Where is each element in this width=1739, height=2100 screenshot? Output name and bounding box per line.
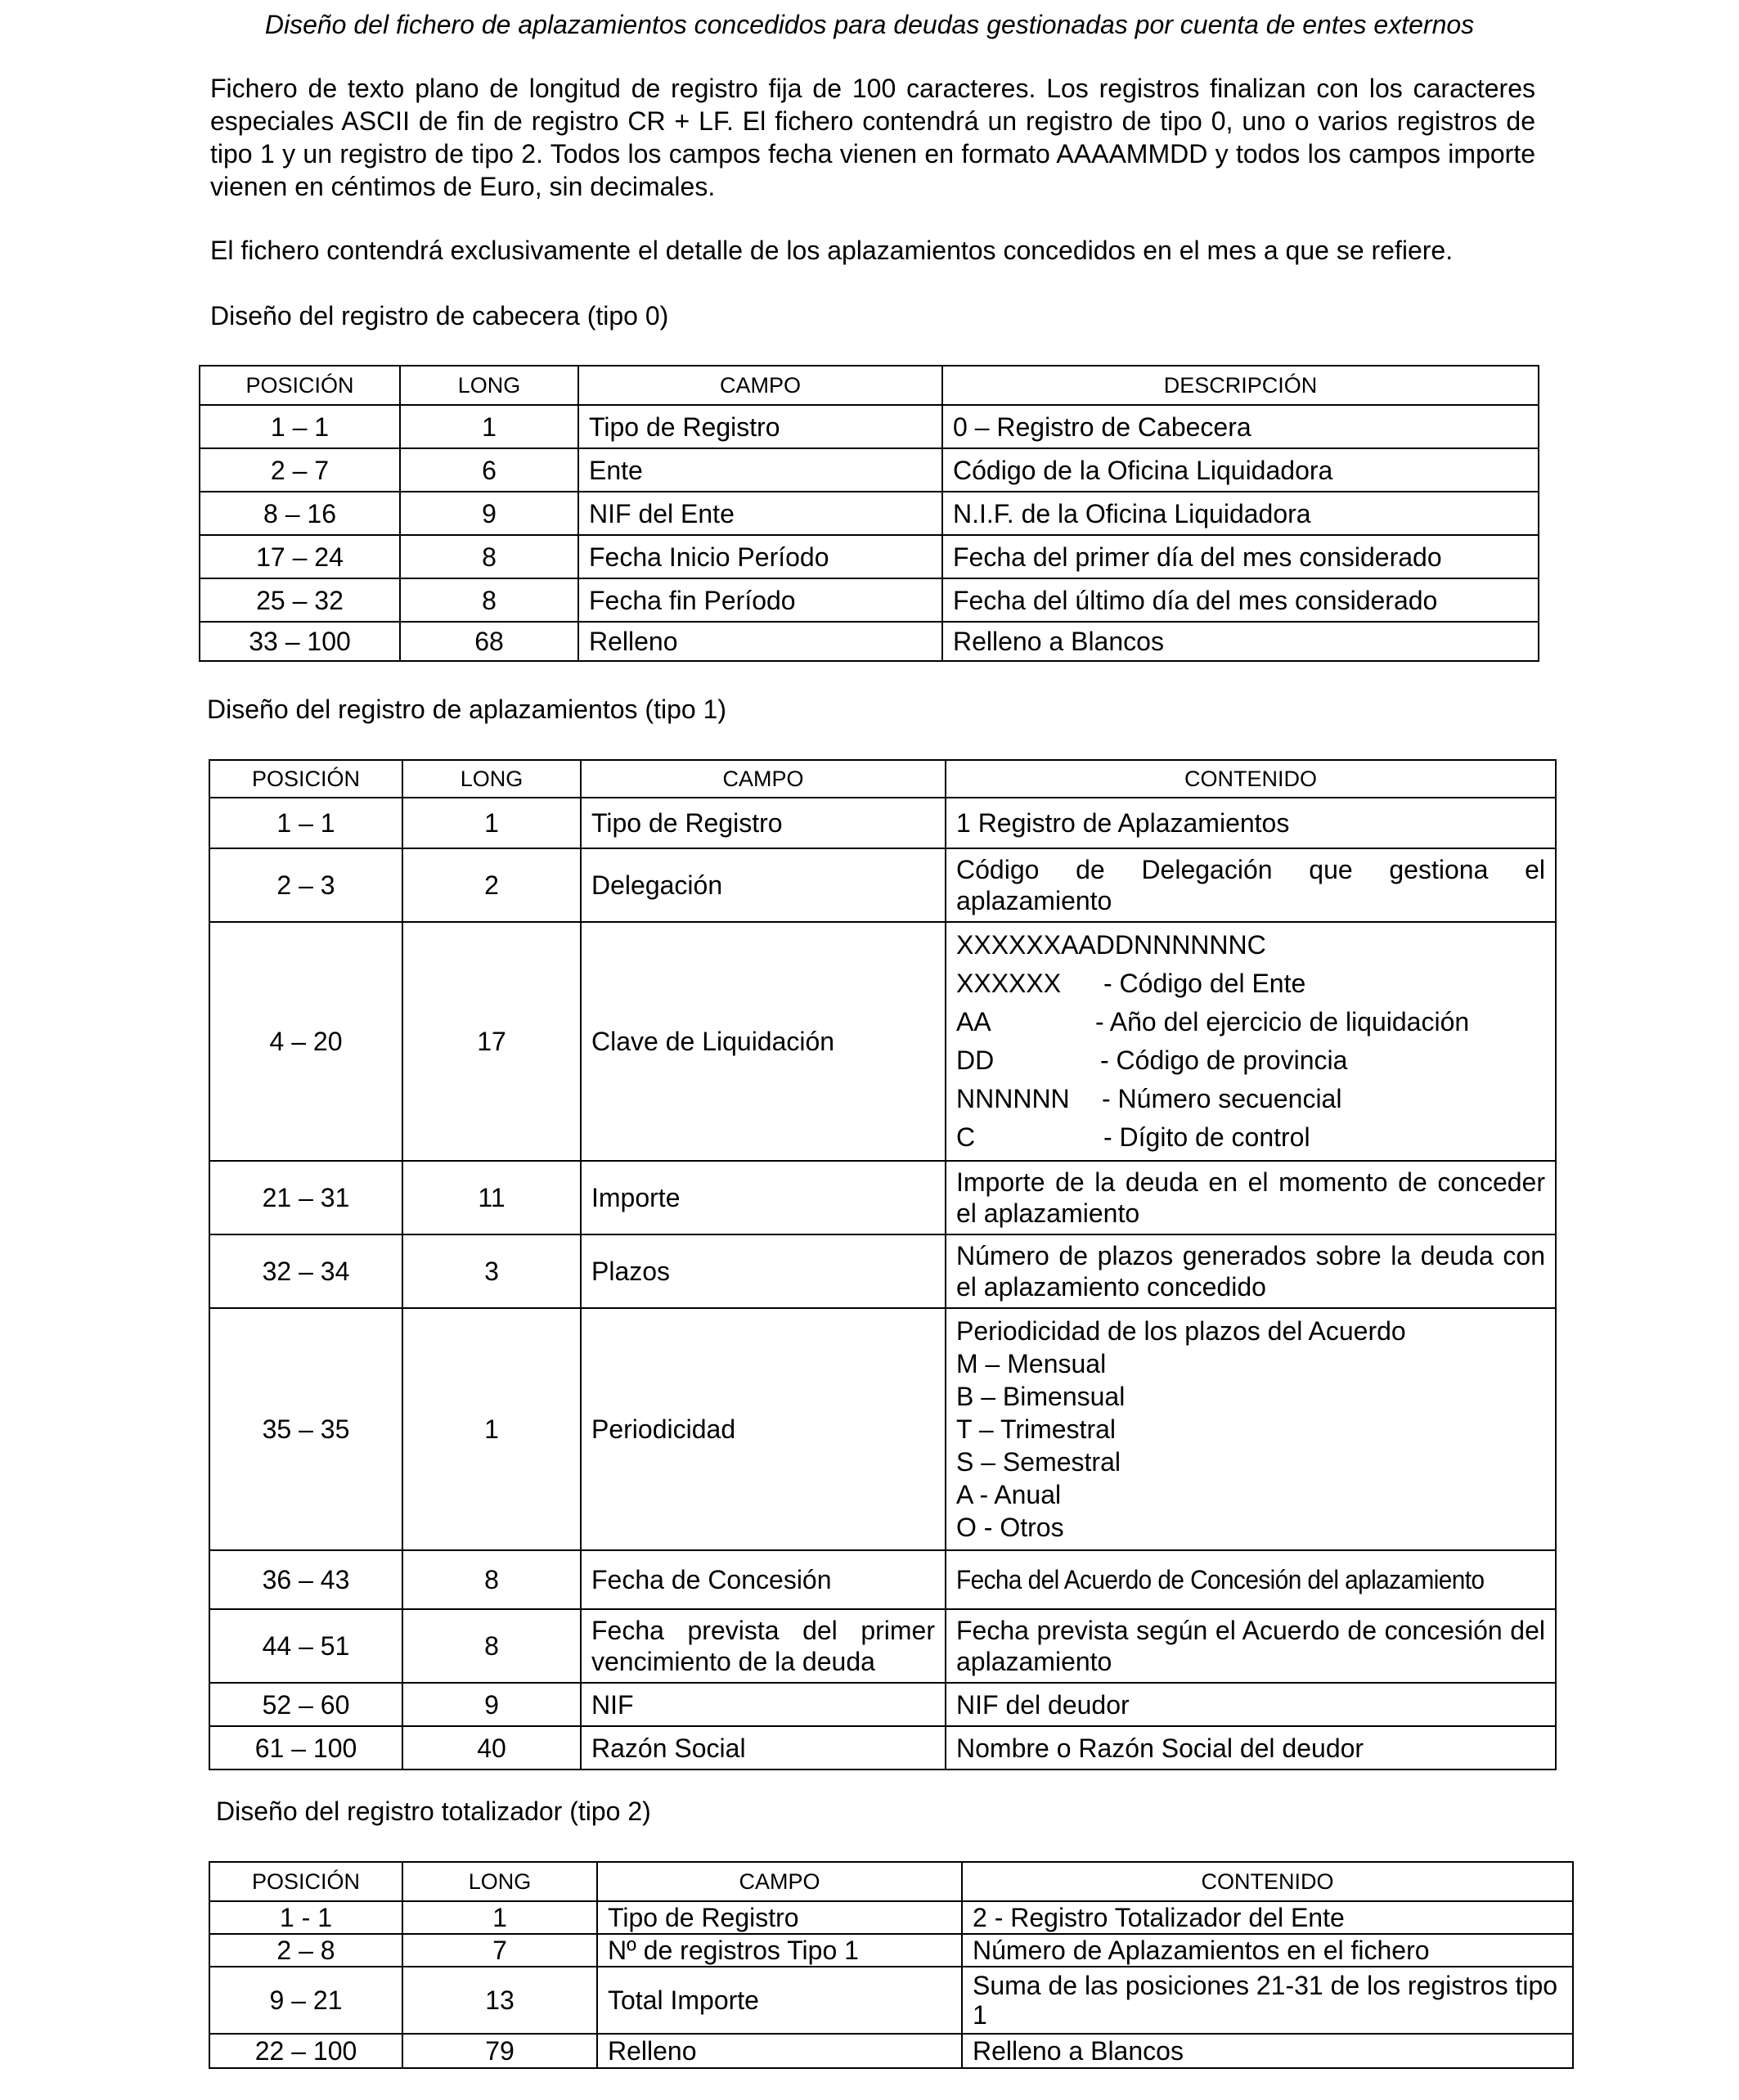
deferral-record-table [209,759,1557,1770]
cell-field: Plazos [581,1234,946,1308]
table-row [209,922,1556,1161]
cell-description: Fecha del último día del mes considerado [942,578,1539,622]
cell-content: Código de Delegación que gestiona el aplazamiento [946,848,1556,922]
cell-field: Tipo de Registro [578,405,942,448]
cell-length: 8 [400,578,578,622]
cell-position: 61 – 100 [209,1726,402,1769]
cell-field: Fecha prevista del primer vencimiento de la deuda [581,1609,946,1683]
clave-format: XXXXXXAADDNNNNNNC [956,930,1266,960]
table-row [200,622,1539,661]
cell-length: 1 [402,1901,597,1934]
table-header-row [209,760,1556,798]
table-row [209,848,1556,922]
col-header-descripcion: DESCRIPCIÓN [942,366,1539,405]
table-row [209,1234,1556,1308]
clave-part-desc: - Número secuencial [1102,1084,1342,1113]
clave-part-desc: - Año del ejercicio de liquidación [1095,1007,1470,1037]
table-row [209,1609,1556,1683]
cell-content-clave [946,922,1556,1161]
cell-content-periodicidad [946,1308,1556,1550]
cell-length: 8 [400,535,578,578]
col-header-campo: CAMPO [581,760,946,798]
clave-part [956,1003,1545,1041]
col-header-posicion: POSICIÓN [209,1862,402,1901]
cell-field: Relleno [578,622,942,661]
cell-field: Clave de Liquidación [581,922,946,1161]
cell-length: 79 [402,2034,597,2068]
table-row [209,1161,1556,1234]
periodicity-option: O - Otros [956,1513,1064,1542]
table-row [209,2034,1573,2068]
cell-position: 17 – 24 [200,535,400,578]
clave-part-key: DD [956,1046,995,1075]
table-row [200,535,1539,578]
cell-position: 52 – 60 [209,1683,402,1726]
intro-paragraph-format: Fichero de texto plano de longitud de registro fija de 100 caracteres. Los registros finalizan con los caracteres especiales ASCII de fin de registro CR + LF. El fichero contendrá un registro de tipo 0, uno o varios registros de tipo 1 y un registro de tipo 2. Todos los campos fecha vienen en formato AAAAMMDD y todos los campos importe vienen en céntimos de Euro, sin decimales. [210,74,1535,201]
cell-length: 8 [402,1550,581,1609]
document-title: Diseño del fichero de aplazamientos concedidos para deudas gestionadas por cuenta de entes externos [264,10,1475,39]
periodicity-option: B – Bimensual [956,1382,1126,1411]
cell-position: 2 – 7 [200,448,400,492]
cell-field: NIF del Ente [578,492,942,535]
cell-description: N.I.F. de la Oficina Liquidadora [942,492,1539,535]
clave-part [956,1118,1545,1157]
cell-position: 2 – 3 [209,848,402,922]
col-header-campo: CAMPO [578,366,942,405]
table-row [209,1934,1573,1967]
cell-field: Fecha fin Período [578,578,942,622]
periodicity-option: T – Trimestral [956,1414,1116,1444]
cell-length: 9 [402,1683,581,1726]
periodicity-option: M – Mensual [956,1349,1107,1378]
clave-part [956,965,1545,1003]
table-row [209,798,1556,848]
clave-part-key: AA [956,1007,991,1037]
cell-field: Tipo de Registro [581,798,946,848]
cell-position: 33 – 100 [200,622,400,661]
cell-field: Total Importe [597,1967,962,2034]
table2-caption: Diseño del registro totalizador (tipo 2) [216,1796,651,1826]
table-header-row [209,1862,1573,1901]
cell-length: 40 [402,1726,581,1769]
col-header-contenido: CONTENIDO [962,1862,1573,1901]
cell-description: Fecha del primer día del mes considerado [942,535,1539,578]
cell-length: 2 [402,848,581,922]
cell-length: 9 [400,492,578,535]
table0-caption: Diseño del registro de cabecera (tipo 0) [210,301,669,331]
cell-field: Relleno [597,2034,962,2068]
cell-position: 9 – 21 [209,1967,402,2034]
table-row [209,1683,1556,1726]
clave-part-desc: - Dígito de control [1103,1122,1310,1152]
clave-part-key: XXXXXX [956,969,1062,998]
cell-position: 44 – 51 [209,1609,402,1683]
cell-position: 4 – 20 [209,922,402,1161]
cell-field: Razón Social [581,1726,946,1769]
col-header-long: LONG [400,366,578,405]
col-header-contenido: CONTENIDO [946,760,1556,798]
col-header-campo: CAMPO [597,1862,962,1901]
cell-field: Fecha Inicio Período [578,535,942,578]
cell-content: Número de Aplazamientos en el fichero [962,1934,1573,1967]
cell-length: 13 [402,1967,597,2034]
cell-position: 1 - 1 [209,1901,402,1934]
col-header-long: LONG [402,760,581,798]
cell-length: 1 [402,798,581,848]
cell-position: 35 – 35 [209,1308,402,1550]
cell-length: 3 [402,1234,581,1308]
clave-part [956,1080,1545,1118]
cell-content: Nombre o Razón Social del deudor [946,1726,1556,1769]
cell-content: Suma de las posiciones 21-31 de los registros tipo 1 [962,1967,1573,2034]
cell-position: 1 – 1 [200,405,400,448]
cell-field: Nº de registros Tipo 1 [597,1934,962,1967]
col-header-posicion: POSICIÓN [200,366,400,405]
cell-position: 1 – 1 [209,798,402,848]
cell-position: 22 – 100 [209,2034,402,2068]
intro-paragraph-scope: El fichero contendrá exclusivamente el detalle de los aplazamientos concedidos en el mes a que se refiere. [210,236,1454,265]
cell-content: Número de plazos generados sobre la deuda con el aplazamiento concedido [946,1234,1556,1308]
cell-position: 25 – 32 [200,578,400,622]
table-header-row [200,366,1539,405]
cell-field: Periodicidad [581,1308,946,1550]
clave-part-desc: - Código del Ente [1103,969,1306,998]
col-header-long: LONG [402,1862,597,1901]
cell-position: 8 – 16 [200,492,400,535]
cell-length: 1 [402,1308,581,1550]
cell-length: 17 [402,922,581,1161]
table-row [200,405,1539,448]
col-header-posicion: POSICIÓN [209,760,402,798]
table-row [209,1726,1556,1769]
cell-position: 32 – 34 [209,1234,402,1308]
cell-field: Ente [578,448,942,492]
table-row [200,448,1539,492]
cell-length: 1 [400,405,578,448]
cell-field: NIF [581,1683,946,1726]
cell-position: 2 – 8 [209,1934,402,1967]
table-row [209,1550,1556,1609]
cell-field: Importe [581,1161,946,1234]
cell-content: 2 - Registro Totalizador del Ente [962,1901,1573,1934]
periodicity-option: A - Anual [956,1480,1062,1509]
cell-length: 8 [402,1609,581,1683]
cell-position: 36 – 43 [209,1550,402,1609]
cell-field: Fecha de Concesión [581,1550,946,1609]
cell-content: NIF del deudor [946,1683,1556,1726]
cell-length: 7 [402,1934,597,1967]
header-record-table [199,365,1539,662]
content-text: Fecha del Acuerdo de Concesión del aplazamiento [956,1565,1485,1594]
cell-field: Tipo de Registro [597,1901,962,1934]
cell-description: Relleno a Blancos [942,622,1539,661]
table-row [200,578,1539,622]
cell-content [946,1550,1556,1609]
cell-position: 21 – 31 [209,1161,402,1234]
table1-caption: Diseño del registro de aplazamientos (tipo 1) [207,695,726,724]
cell-content: Fecha prevista según el Acuerdo de concesión del aplazamiento [946,1609,1556,1683]
cell-description: Código de la Oficina Liquidadora [942,448,1539,492]
cell-content: Importe de la deuda en el momento de conceder el aplazamiento [946,1161,1556,1234]
clave-part [956,1041,1545,1080]
table-row [209,1901,1573,1934]
cell-length: 11 [402,1161,581,1234]
periodicity-line: Periodicidad de los plazos del Acuerdo [956,1316,1406,1346]
periodicity-option: S – Semestral [956,1447,1121,1477]
clave-part-key: NNNNNN [956,1084,1070,1113]
cell-length: 6 [400,448,578,492]
cell-field: Delegación [581,848,946,922]
clave-part-desc: - Código de provincia [1100,1046,1348,1075]
cell-length: 68 [400,622,578,661]
cell-content: Relleno a Blancos [962,2034,1573,2068]
table-row [209,1967,1573,2034]
table-row [200,492,1539,535]
table-row [209,1308,1556,1550]
clave-part-key: C [956,1122,976,1152]
cell-content: 1 Registro de Aplazamientos [946,798,1556,848]
cell-description: 0 – Registro de Cabecera [942,405,1539,448]
totals-record-table [209,1861,1574,2069]
